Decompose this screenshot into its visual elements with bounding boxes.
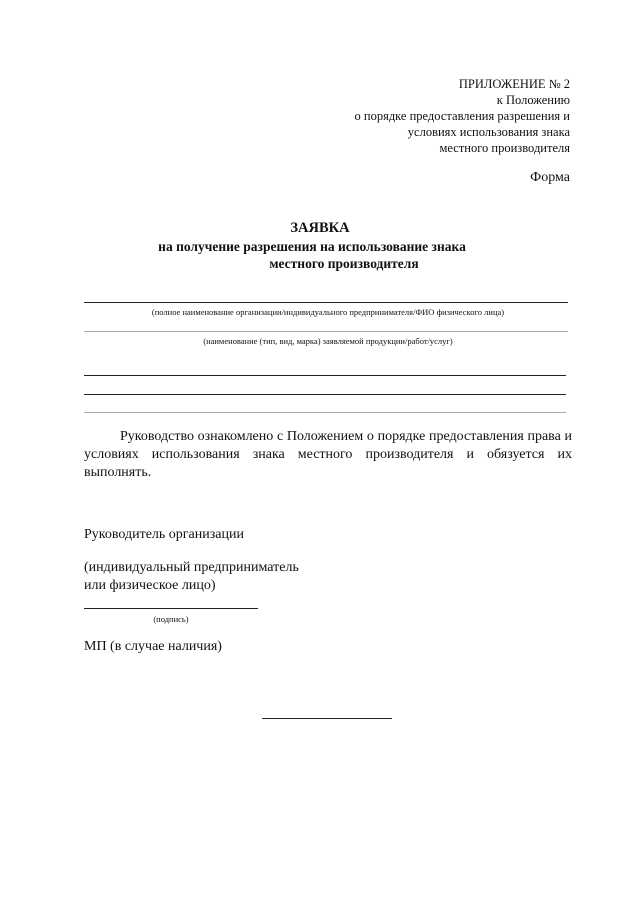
signatory-title: Руководитель организации	[84, 527, 244, 542]
appendix-reference: к Положению	[496, 93, 570, 107]
document-subtitle-line2: местного производителя	[269, 256, 419, 271]
product-name-line[interactable]	[84, 331, 568, 332]
appendix-reference-line3: о порядке предоставления разрешения и	[354, 109, 570, 123]
signature-line[interactable]	[84, 608, 258, 609]
blank-line-2[interactable]	[84, 394, 566, 395]
form-label: Форма	[530, 170, 570, 185]
appendix-header	[355, 76, 571, 156]
footer-separator-line	[262, 718, 392, 719]
seal-label: МП (в случае наличия)	[84, 639, 222, 654]
applicant-name-line[interactable]	[84, 302, 568, 303]
signatory-alternative-line2: или физическое лицо)	[84, 578, 216, 593]
document-subtitle-line1: на получение разрешения на использование знака	[158, 239, 466, 254]
blank-line-1[interactable]	[84, 375, 566, 376]
appendix-reference-line5: местного производителя	[439, 141, 570, 155]
signatory-alternative-line1: (индивидуальный предприниматель	[84, 560, 299, 575]
statement-paragraph: Руководство ознакомлено с Положением о порядке предоставления права и условиях использования знака местного производителя и обязуется их выполнять.	[84, 429, 572, 480]
signature-caption: (подпись)	[153, 614, 189, 624]
document-title: ЗАЯВКА	[290, 220, 350, 236]
blank-line-3[interactable]	[84, 412, 566, 413]
applicant-name-caption: (полное наименование организации/индивидуального предпринимателя/ФИО физического лица)	[151, 307, 505, 317]
appendix-number: ПРИЛОЖЕНИЕ № 2	[458, 77, 570, 91]
product-name-caption: (наименование (тип, вид, марка) заявляемой продукции/работ/услуг)	[203, 336, 453, 346]
appendix-reference-line4: условиях использования знака	[407, 125, 570, 139]
